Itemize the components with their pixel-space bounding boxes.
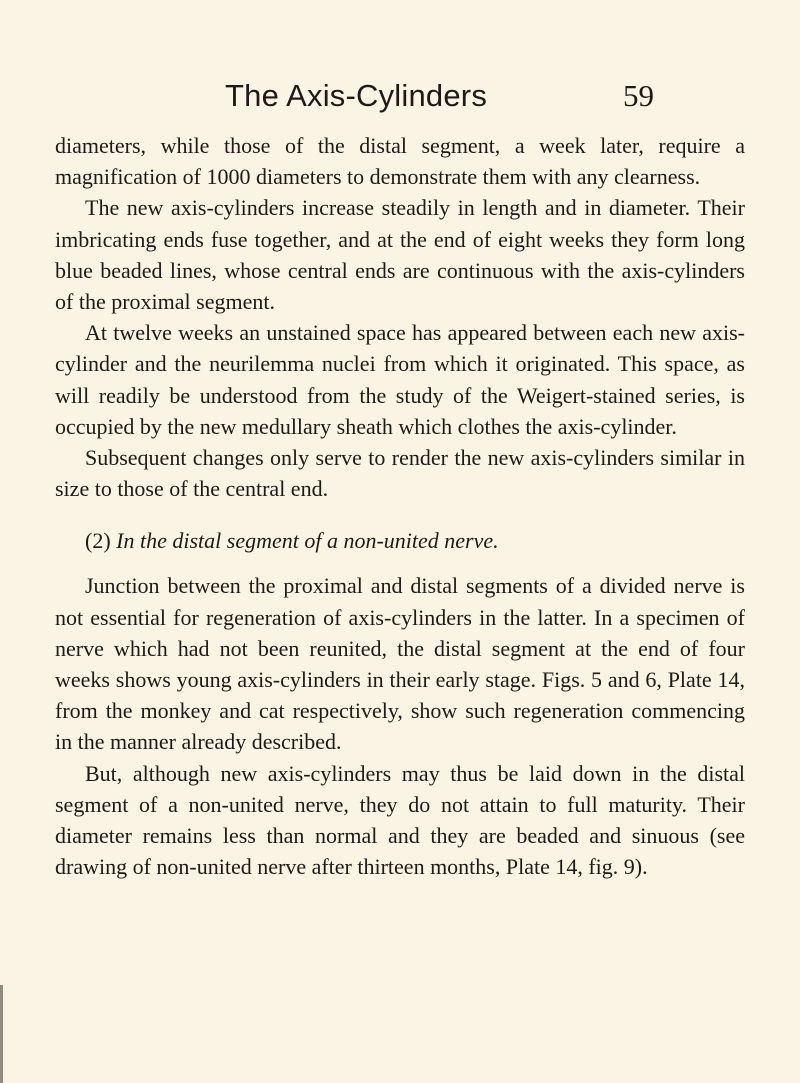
paragraph-continuation: diameters, while those of the distal segment, a week later, require a magnification of 1000 diameters to demonstrate them with any clearness. [55,133,745,190]
paragraph-maturity: But, although new axis-cylinders may thus be laid down in the distal segment of a non-united nerve, they do not attain to full maturity. Their diameter remains less than normal and they are beaded and sinuous (see drawing of non-united nerve after thirteen months, Plate 14, fig. 9). [55,760,745,880]
section-number: (2) [85,528,111,554]
paragraph-axis-cylinder-growth: The new axis-cylinders increase steadily in length and in diameter. Their imbricating ends fuse together, and at the end of eight weeks they form long blue beaded lines, whose central ends are continuous with the axis-cylinders of the proximal segment. [55,195,745,315]
section-heading [55,526,745,556]
page-number: 59 [623,78,654,113]
running-title: The Axis-Cylinders [225,78,488,113]
running-head [0,78,800,122]
paragraph-junction: Junction between the proximal and distal segments of a divided nerve is not essential for regeneration of axis-cylinders in the latter. In a specimen of nerve which had not been reunited, the distal segment at the end of four weeks shows young axis-cylinders in their early stage. Figs. 5 and 6, Plate 14, from the monkey and cat respectively, show such regeneration commencing in the manner already described. [55,573,745,755]
body-text [55,130,745,882]
paragraph-subsequent-changes: Subsequent changes only serve to render the new axis-cylinders similar in size to those of the central end. [55,445,745,502]
page-edge-shadow [0,985,3,1083]
paragraph-twelve-weeks: At twelve weeks an unstained space has appeared between each new axis-cylinder and the neurilemma nuclei from which it originated. This space, as will readily be understood from the study of the Weigert-stained series, is occupied by the new medullary sheath which clothes the axis-cylinder. [55,320,745,439]
section-title: In the distal segment of a non-united nerve. [116,528,499,554]
